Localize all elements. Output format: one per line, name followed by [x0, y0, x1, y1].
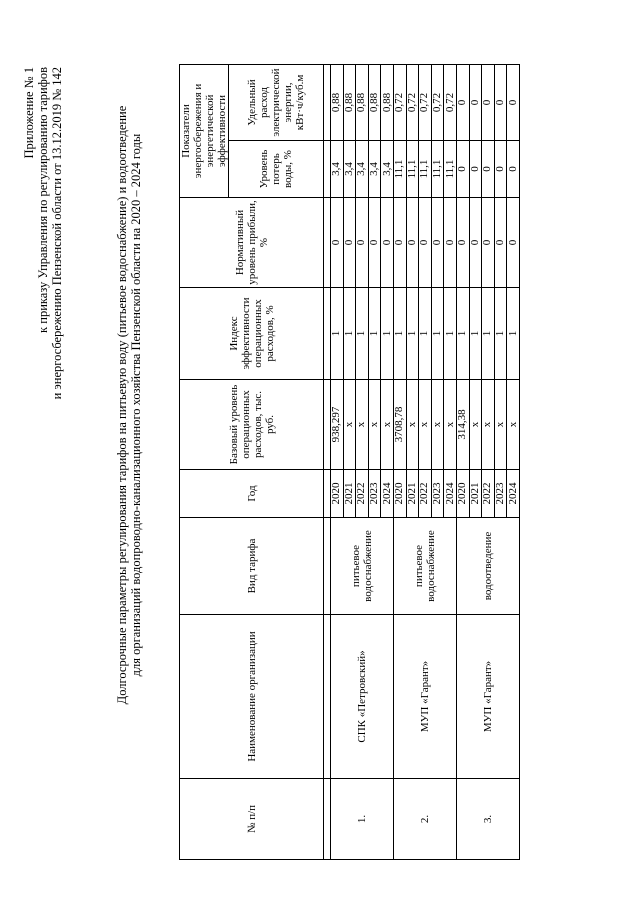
cell-index: 1 — [494, 288, 507, 380]
annex-line-3: и энергосбережению Пензенской области от 13.12.2019 № 142 — [50, 67, 64, 400]
cell-consumption: 0,72 — [393, 65, 406, 141]
cell-year: 2022 — [419, 470, 432, 518]
cell-year: 2022 — [482, 470, 495, 518]
cell-base: х — [356, 380, 369, 470]
annex-line-1: Приложение № 1 — [22, 67, 36, 159]
row-org: СПК «Петровский» — [331, 615, 394, 779]
cell-loss: 3,4 — [356, 141, 369, 198]
cell-loss: 3,4 — [381, 141, 394, 198]
cell-base: х — [419, 380, 432, 470]
row-num: 2. — [393, 779, 456, 860]
cell-loss: 11,1 — [419, 141, 432, 198]
cell-year: 2024 — [381, 470, 394, 518]
cell-consumption: 0,88 — [368, 65, 381, 141]
cell-base: х — [343, 380, 356, 470]
title-line-1: Долгосрочные параметры регулирования тарифов на питьевую воду (питьевое водоснабжение) и водоотведение — [115, 105, 129, 705]
cell-loss: 3,4 — [368, 141, 381, 198]
row-num: 3. — [456, 779, 519, 860]
cell-profit: 0 — [393, 198, 406, 288]
cell-profit: 0 — [482, 198, 495, 288]
parameters-table — [179, 64, 520, 860]
cell-base: х — [482, 380, 495, 470]
cell-profit: 0 — [494, 198, 507, 288]
title-line-2: для организаций водопроводно-канализационного хозяйства Пензенской области на 2020 – 2024 годы — [129, 133, 143, 677]
cell-index: 1 — [507, 288, 520, 380]
cell-year: 2021 — [406, 470, 419, 518]
cell-consumption: 0 — [456, 65, 469, 141]
cell-year: 2020 — [393, 470, 406, 518]
header-loss: Уровень потерь воды, % — [229, 141, 324, 198]
cell-consumption: 0,88 — [381, 65, 394, 141]
table-row — [331, 65, 344, 860]
row-num: 1. — [331, 779, 394, 860]
annex-line-2: к приказу Управления по регулированию тарифов — [36, 67, 50, 333]
cell-profit: 0 — [431, 198, 444, 288]
annex-block — [22, 67, 64, 399]
cell-index: 1 — [368, 288, 381, 380]
header-energy-group: Показатели энергосбережения и энергетической эффективности — [180, 65, 229, 198]
cell-profit: 0 — [507, 198, 520, 288]
cell-profit: 0 — [356, 198, 369, 288]
cell-loss: 0 — [469, 141, 482, 198]
cell-consumption: 0,72 — [419, 65, 432, 141]
cell-profit: 0 — [469, 198, 482, 288]
cell-index: 1 — [444, 288, 457, 380]
cell-index: 1 — [343, 288, 356, 380]
cell-base: 314,38 — [456, 380, 469, 470]
cell-base: х — [431, 380, 444, 470]
cell-profit: 0 — [381, 198, 394, 288]
cell-base: х — [368, 380, 381, 470]
row-org: МУП «Гарант» — [393, 615, 456, 779]
cell-consumption: 0 — [494, 65, 507, 141]
cell-consumption: 0,88 — [343, 65, 356, 141]
cell-profit: 0 — [419, 198, 432, 288]
cell-index: 1 — [393, 288, 406, 380]
cell-base: х — [406, 380, 419, 470]
row-tariff: питьевое водоснабжение — [331, 518, 394, 615]
row-tariff: водоотведение — [456, 518, 519, 615]
cell-loss: 11,1 — [444, 141, 457, 198]
cell-index: 1 — [469, 288, 482, 380]
cell-base: х — [494, 380, 507, 470]
cell-profit: 0 — [444, 198, 457, 288]
cell-year: 2022 — [356, 470, 369, 518]
row-tariff: питьевое водоснабжение — [393, 518, 456, 615]
cell-index: 1 — [456, 288, 469, 380]
cell-loss: 11,1 — [431, 141, 444, 198]
header-year: Год — [180, 470, 324, 518]
cell-index: 1 — [381, 288, 394, 380]
header-index: Индекс эффективности операционных расходов, % — [180, 288, 324, 380]
header-spacer — [324, 779, 331, 860]
cell-base: х — [381, 380, 394, 470]
cell-profit: 0 — [343, 198, 356, 288]
cell-profit: 0 — [331, 198, 344, 288]
cell-consumption: 0 — [507, 65, 520, 141]
cell-index: 1 — [331, 288, 344, 380]
header-profit: Нормативный уровень прибыли, % — [180, 198, 324, 288]
table-row — [393, 65, 406, 860]
cell-consumption: 0,88 — [331, 65, 344, 141]
cell-loss: 0 — [482, 141, 495, 198]
header-base: Базовый уровень операционных расходов, тыс. руб. — [180, 380, 324, 470]
document-title — [115, 55, 143, 755]
cell-consumption: 0 — [469, 65, 482, 141]
cell-index: 1 — [482, 288, 495, 380]
cell-loss: 11,1 — [393, 141, 406, 198]
cell-loss: 11,1 — [406, 141, 419, 198]
cell-profit: 0 — [406, 198, 419, 288]
header-consumption: Удельный расход электрической энергии, кВт·ч/куб.м — [229, 65, 324, 141]
cell-consumption: 0,72 — [444, 65, 457, 141]
cell-loss: 3,4 — [343, 141, 356, 198]
table-row — [456, 65, 469, 860]
cell-consumption: 0,88 — [356, 65, 369, 141]
cell-year: 2021 — [343, 470, 356, 518]
cell-loss: 0 — [494, 141, 507, 198]
header-tariff: Вид тарифа — [180, 518, 324, 615]
cell-year: 2020 — [456, 470, 469, 518]
cell-profit: 0 — [456, 198, 469, 288]
cell-base: х — [444, 380, 457, 470]
cell-year: 2023 — [368, 470, 381, 518]
cell-loss: 0 — [507, 141, 520, 198]
cell-index: 1 — [431, 288, 444, 380]
cell-index: 1 — [406, 288, 419, 380]
cell-base: 3708,78 — [393, 380, 406, 470]
cell-year: 2024 — [507, 470, 520, 518]
cell-index: 1 — [419, 288, 432, 380]
cell-base: 938,297 — [331, 380, 344, 470]
header-org: Наименование организации — [180, 615, 324, 779]
cell-year: 2024 — [444, 470, 457, 518]
row-org: МУП «Гарант» — [456, 615, 519, 779]
cell-year: 2021 — [469, 470, 482, 518]
cell-base: х — [507, 380, 520, 470]
cell-consumption: 0,72 — [406, 65, 419, 141]
cell-base: х — [469, 380, 482, 470]
cell-year: 2023 — [494, 470, 507, 518]
cell-index: 1 — [356, 288, 369, 380]
cell-year: 2020 — [331, 470, 344, 518]
cell-loss: 0 — [456, 141, 469, 198]
cell-loss: 3,4 — [331, 141, 344, 198]
cell-profit: 0 — [368, 198, 381, 288]
cell-consumption: 0 — [482, 65, 495, 141]
cell-year: 2023 — [431, 470, 444, 518]
header-num: № п/п — [180, 779, 324, 860]
cell-consumption: 0,72 — [431, 65, 444, 141]
